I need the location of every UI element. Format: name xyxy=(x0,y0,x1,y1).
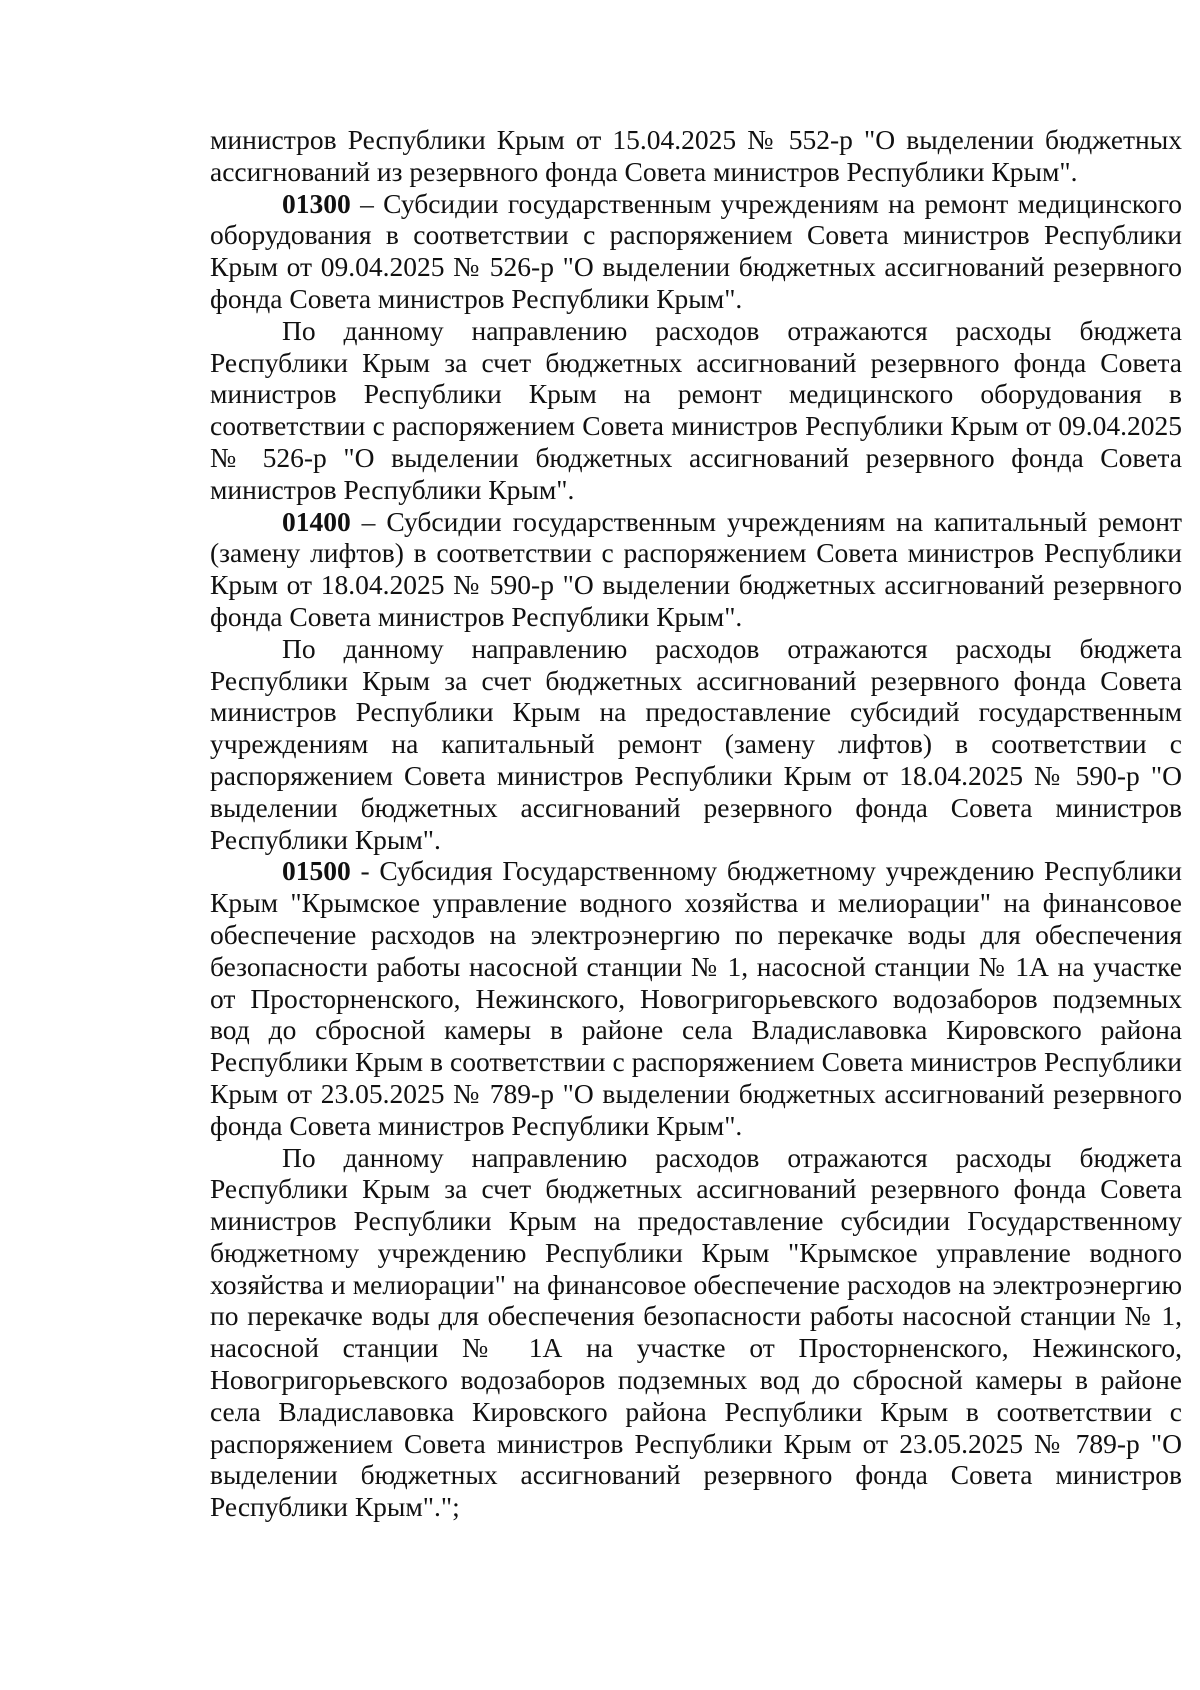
paragraph-01400 xyxy=(210,506,1182,633)
paragraph-01500 xyxy=(210,855,1182,1141)
expense-code: 01500 xyxy=(282,855,351,887)
paragraph-01500-description xyxy=(210,1142,1182,1524)
paragraph-01300 xyxy=(210,188,1182,315)
paragraph-text: – Субсидии государственным учреждениям на ремонт медицинского оборудования в соответствии с распоряжением Совета министров Республики Крым от 09.04.2025 № 526-р "О выделении бюджетных ассигнований резервного фонда Совета министров Республики Крым". xyxy=(210,187,1182,314)
paragraph-continuation xyxy=(210,124,1182,188)
paragraph-text: По данному направлению расходов отражаются расходы бюджета Республики Крым за счет бюджетных ассигнований резервного фонда Совета министров Республики Крым на предоставление субсидий государственным учреждениям на капитальный ремонт (замену лифтов) в соответствии с распоряжением Совета министров Республики Крым от 18.04.2025 № 590-р "О выделении бюджетных ассигнований резервного фонда Совета министров Республики Крым". xyxy=(210,632,1182,855)
paragraph-text: По данному направлению расходов отражаются расходы бюджета Республики Крым за счет бюджетных ассигнований резервного фонда Совета министров Республики Крым на ремонт медицинского оборудования в соответствии с распоряжением Совета министров Республики Крым от 09.04.2025 № 526-р "О выделении бюджетных ассигнований резервного фонда Совета министров Республики Крым". xyxy=(210,314,1182,505)
paragraph-text: – Субсидии государственным учреждениям на капитальный ремонт (замену лифтов) в соответствии с распоряжением Совета министров Республики Крым от 18.04.2025 № 590-р "О выделении бюджетных ассигнований резервного фонда Совета министров Республики Крым". xyxy=(210,505,1182,632)
document-body xyxy=(210,124,1182,1523)
paragraph-text: - Субсидия Государственному бюджетному учреждению Республики Крым "Крымское управление водного хозяйства и мелиорации" на финансовое обеспечение расходов на электроэнергию по перекачке воды для обеспечения безопасности работы насосной станции № 1, насосной станции № 1А на участке от Просторненского, Нежинского, Новогригорьевского водозаборов подземных вод до сбросной камеры в районе села Владиславовка Кировского района Республики Крым в соответствии с распоряжением Совета министров Республики Крым от 23.05.2025 № 789-р "О выделении бюджетных ассигнований резервного фонда Совета министров Республики Крым". xyxy=(210,855,1182,1141)
paragraph-text: По данному направлению расходов отражаются расходы бюджета Республики Крым за счет бюджетных ассигнований резервного фонда Совета министров Республики Крым на предоставление субсидии Государственному бюджетному учреждению Республики Крым "Крымское управление водного хозяйства и мелиорации" на финансовое обеспечение расходов на электроэнергию по перекачке воды для обеспечения безопасности работы насосной станции № 1, насосной станции № 1А на участке от Просторненского, Нежинского, Новогригорьевского водозаборов подземных вод до сбросной камеры в районе села Владиславовка Кировского района Республики Крым в соответствии с распоряжением Совета министров Республики Крым от 23.05.2025 № 789-р "О выделении бюджетных ассигнований резервного фонда Совета министров Республики Крым"."; xyxy=(210,1141,1182,1523)
paragraph-text: министров Республики Крым от 15.04.2025 № 552-р "О выделении бюджетных ассигнований из резервного фонда Совета министров Республики Крым". xyxy=(210,124,1182,187)
expense-code: 01300 xyxy=(282,187,351,219)
paragraph-01400-description xyxy=(210,633,1182,856)
paragraph-01300-description xyxy=(210,315,1182,506)
expense-code: 01400 xyxy=(282,505,351,537)
